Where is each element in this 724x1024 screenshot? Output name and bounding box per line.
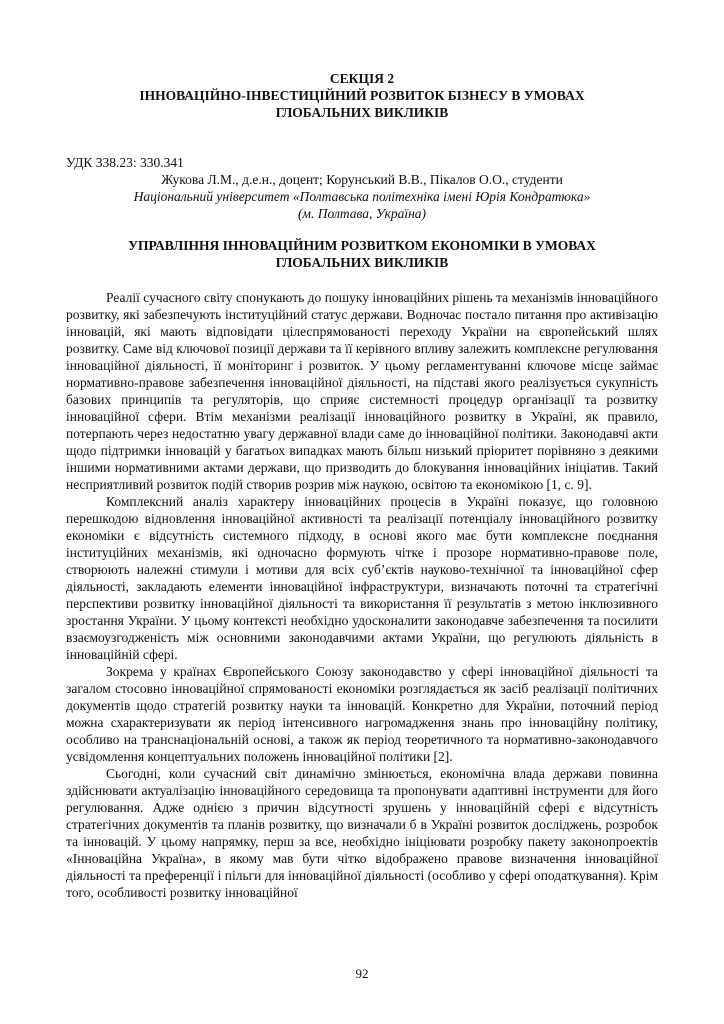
- affiliation-line-2: (м. Полтава, Україна): [297, 206, 427, 221]
- affiliation-line-1: Національний університет «Полтавська політехніка імені Юрія Кондратюка»: [133, 189, 591, 204]
- paragraph-4: Сьогодні, коли сучасний світ динамічно змінюється, економічна влада держави повинна здійснювати актуалізацію інноваційного середовища та пропонувати адаптивні інструменти для його регулювання. Адже однією з причин відсутності зрушень у інноваційній сфері є відсутність стратегічних документів та планів розвитку, що визначали б в Україні розвиток досліджень, розробок та інновацій. У цьому напрямку, перш за все, необхідно ініціювати розробку пакету законопроектів «Інноваційна Україна», в якому мав бути чітко відображено правове визначення інноваційної діяльності та преференції і пільги для інноваційної діяльності (особливо у сфері оподаткування). Крім того, особливості розвитку інноваційної: [66, 766, 658, 900]
- section-heading: [66, 70, 658, 121]
- section-title-line-2: ГЛОБАЛЬНИХ ВИКЛИКІВ: [275, 105, 449, 120]
- paragraph-2: Комплексний аналіз характеру інноваційних процесів в Україні показує, що головною перешкодою відновлення інноваційної активності та реалізації потенціалу інноваційного розвитку економіки є відсутність системного підходу, в основі якого має бути комплексне поєднання інституційних механізмів, які одночасно формують чітке і прозоре нормативно-правове поле, створюють належні стимули і мотиви для всіх суб’єктів науково-технічної та інноваційної сфер діяльності, закладають елементи інноваційної інфраструктури, визначають поточні та стратегічні перспективи розвитку інноваційної діяльності та використання її результатів з метою інклюзивного зростання України. У цьому контексті необхідно удосконалити законодавче забезпечення та посилити взаємоузгодженість між основними законодавчими актами України, що регулюють діяльність в інноваційній сфері.: [66, 494, 658, 662]
- article-title-line-2: ГЛОБАЛЬНИХ ВИКЛИКІВ: [275, 255, 449, 270]
- section-title-line-1: ІННОВАЦІЙНО-ІНВЕСТИЦІЙНИЙ РОЗВИТОК БІЗНЕСУ В УМОВАХ: [139, 88, 585, 103]
- page-number: 92: [355, 966, 369, 981]
- udk-code: УДК 338.23: 330.341: [66, 155, 184, 170]
- article-body: [66, 289, 658, 901]
- authors-line: Жукова Л.М., д.е.н., доцент; Корунський В.В., Пікалов О.О., студенти: [161, 172, 563, 187]
- paragraph-1: Реалії сучасного світу спонукають до пошуку інноваційних рішень та механізмів інноваційного розвитку, які забезпечують інституційний статус держави. Водночас постало питання про активізацію інновацій, які мають відповідати цілеспрямованості переходу України на європейський шлях розвитку. Саме від ключової позиції держави та її керівного впливу залежить комплексне регулювання інноваційної діяльності, її моніторинг і розвиток. У цьому регламентуванні ключове місце займає нормативно-правове забезпечення інноваційної діяльності, на підставі якого реалізується сукупність базових принципів та регуляторів, що сприяє системності процедур організації та розвитку інноваційної сфери. Втім механізми реалізації інноваційного розвитку в Україні, як правило, потерпають через недостатню увагу державної влади саме до інноваційної політики. Законодавчі акти щодо підтримки інновацій у багатьох випадках мають більш низький пріоритет порівняно з деякими іншими нормативними актами держави, що призводить до блокування інноваційних ініціатив. Такий несприятливий розвиток подій створив розрив між наукою, освітою та економікою [1, с. 9].: [66, 290, 658, 492]
- article-title-line-1: УПРАВЛІННЯ ІННОВАЦІЙНИМ РОЗВИТКОМ ЕКОНОМІКИ В УМОВАХ: [128, 238, 596, 253]
- section-label: СЕКЦІЯ 2: [329, 71, 395, 86]
- affiliation: [66, 188, 658, 222]
- paragraph-3: Зокрема у країнах Європейського Союзу законодавство у сфері інноваційної діяльності та загалом стосовно інноваційної спрямованості економіки розглядається як засіб реалізації політичних документів щодо стратегій розвитку науки та інновацій. Конкретно для України, поточний період можна схарактеризувати як період інтенсивного нагромадження знань про інноваційну політику, особливо на транснаціональній основі, а також як період теоретичного та нормативно-законодавчого усвідомлення концептуальних положень інноваційної політики [2].: [66, 664, 658, 764]
- article-title: [66, 237, 658, 271]
